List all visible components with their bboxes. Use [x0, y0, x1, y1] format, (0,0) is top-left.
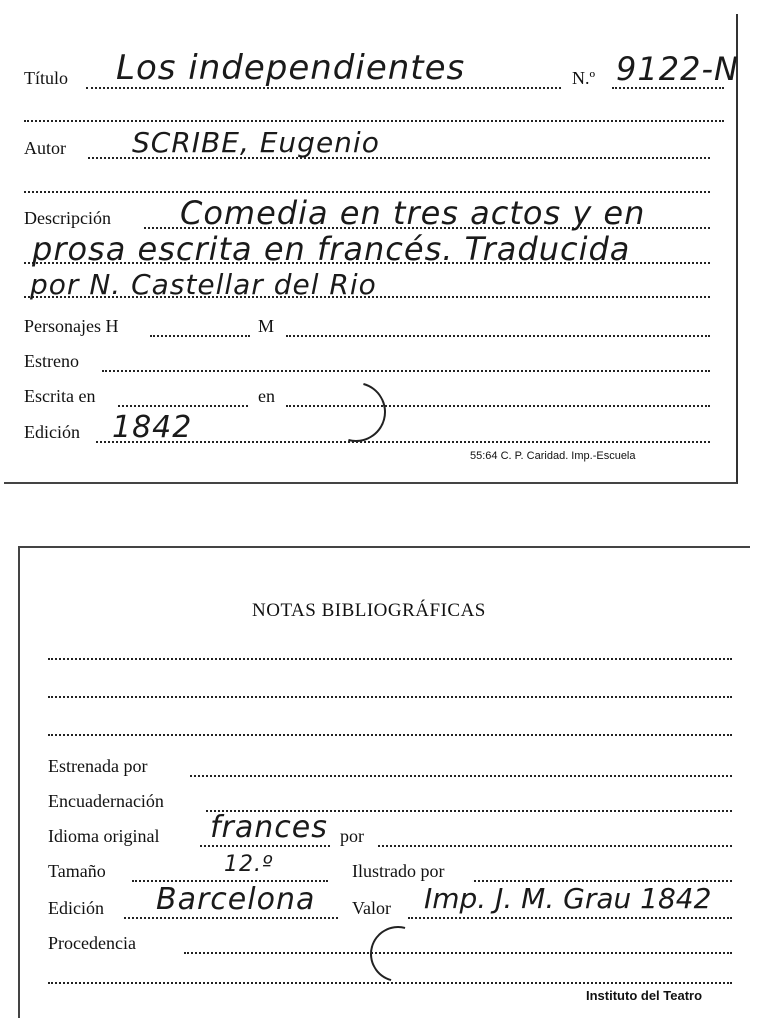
estrenada-label: Estrenada por: [48, 756, 148, 776]
printer-credit: 55:64 C. P. Caridad. Imp.-Escuela: [470, 450, 636, 462]
back-edicion-label: Edición: [48, 898, 104, 918]
idioma-value: frances: [210, 810, 328, 845]
personajes-m-line: [286, 335, 710, 337]
autor-value: SCRIBE, Eugenio: [132, 126, 380, 159]
personajes-label: Personajes H: [24, 316, 119, 336]
idioma-por-line: [378, 845, 732, 847]
blank-line: [48, 734, 732, 736]
valor-label: Valor: [352, 898, 391, 918]
edicion-label: Edición: [24, 422, 80, 442]
institution-credit: Instituto del Teatro: [586, 988, 703, 1003]
blank-line: [48, 658, 732, 660]
estreno-line: [102, 370, 710, 372]
tamano-label: Tamaño: [48, 861, 106, 881]
descripcion-text-3: por N. Castellar del Rio: [30, 268, 377, 301]
autor-label: Autor: [24, 138, 66, 158]
tamano-value: 12.º: [224, 852, 274, 877]
valor-line: [408, 917, 732, 919]
notas-heading: NOTAS BIBLIOGRÁFICAS: [252, 600, 486, 621]
descripcion-text-1: Comedia en tres actos y en: [180, 194, 646, 232]
escrita-en-label: en: [258, 386, 275, 406]
back-edicion-value: Barcelona: [156, 882, 316, 917]
edicion-value: 1842: [112, 410, 193, 445]
idioma-line: [200, 845, 330, 847]
back-edicion-line: [124, 917, 338, 919]
titulo-label: Título: [24, 68, 68, 88]
blank-line: [24, 120, 724, 122]
personajes-m-label: M: [258, 316, 275, 336]
personajes-h-line: [150, 335, 250, 337]
idioma-por-label: por: [340, 826, 364, 846]
descripcion-label: Descripción: [24, 208, 111, 228]
valor-value: Imp. J. M. Grau 1842: [424, 882, 712, 915]
blank-line: [48, 696, 732, 698]
escrita-line: [118, 405, 248, 407]
titulo-value: Los independientes: [116, 48, 466, 88]
descripcion-text-2: prosa escrita en francés. Traducida: [32, 230, 631, 268]
blank-line: [24, 191, 710, 193]
idioma-label: Idioma original: [48, 826, 160, 846]
escrita-label: Escrita en: [24, 386, 96, 406]
estreno-label: Estreno: [24, 351, 79, 371]
ilustrado-label: Ilustrado por: [352, 861, 445, 881]
catalog-card-front: [4, 14, 738, 484]
procedencia-line: [184, 952, 732, 954]
catalog-card-back: [18, 546, 750, 1018]
procedencia-label: Procedencia: [48, 933, 136, 953]
stamp-mark: [360, 916, 436, 992]
encuadernacion-label: Encuadernación: [48, 791, 164, 811]
blank-line: [48, 982, 732, 984]
numero-label: N.º: [572, 68, 596, 88]
estrenada-line: [190, 775, 732, 777]
numero-value: 9122-N: [616, 50, 739, 88]
